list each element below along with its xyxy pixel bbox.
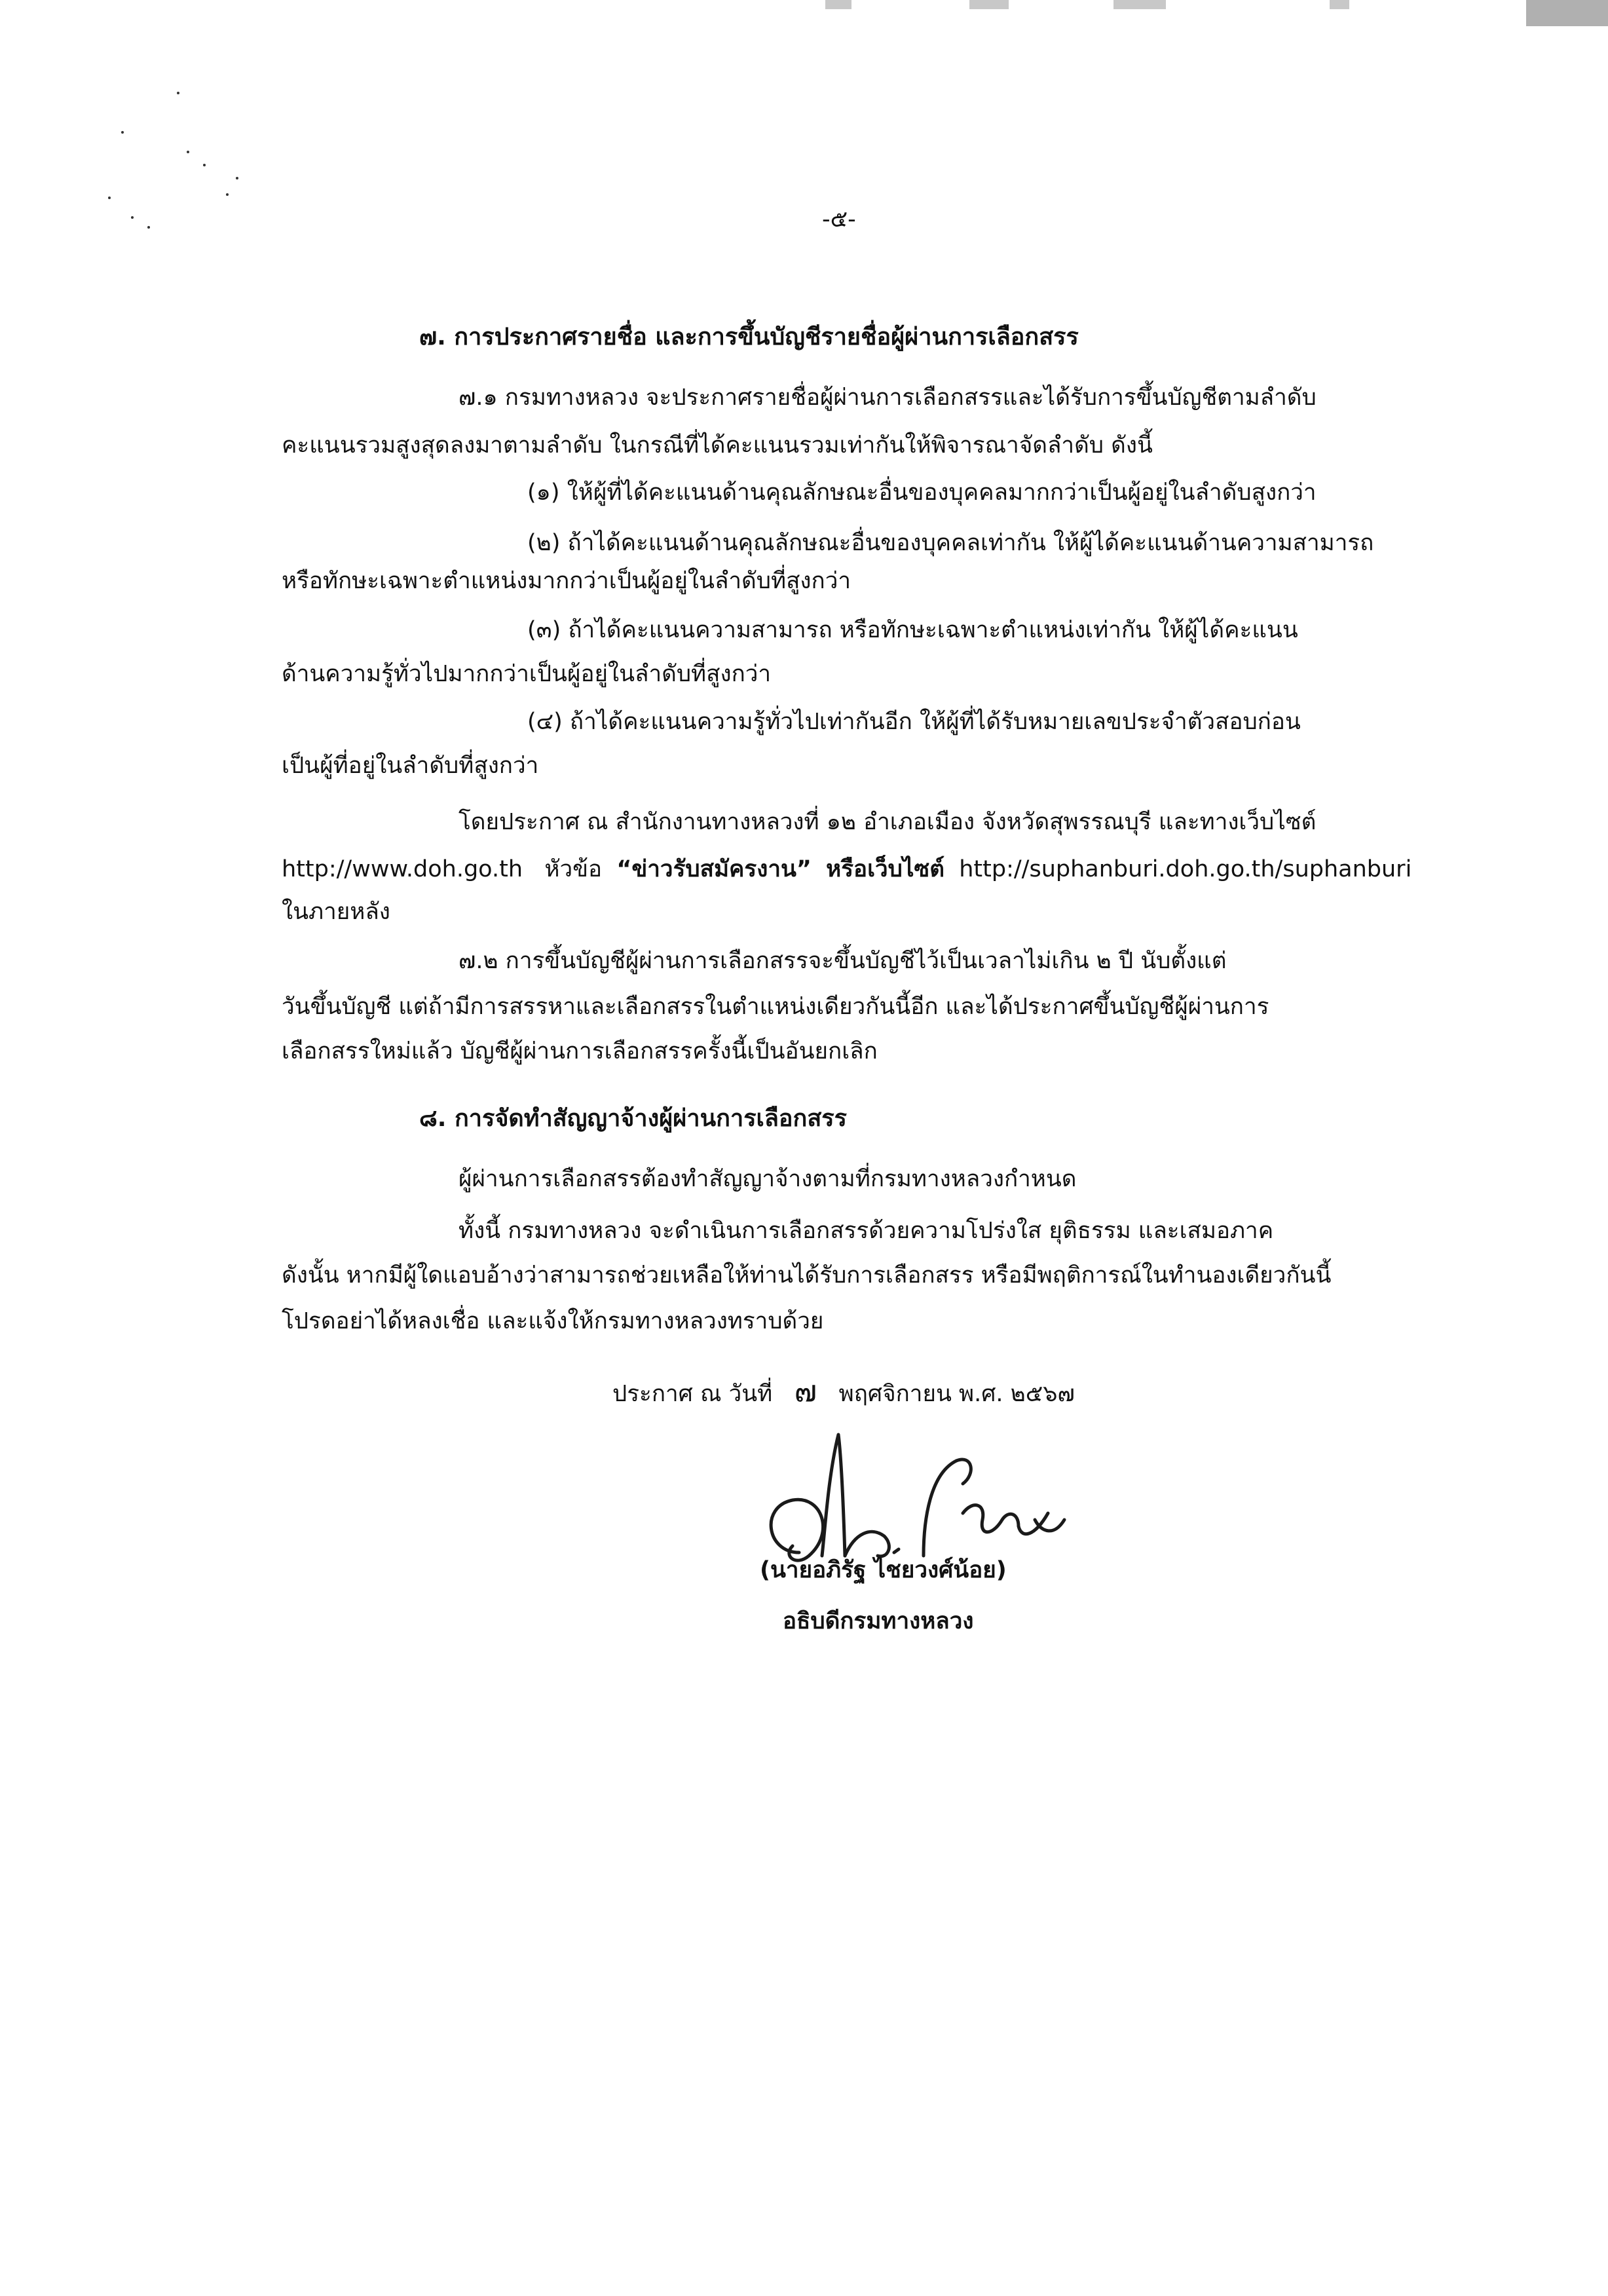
scan-speck xyxy=(108,197,111,199)
scan-speck xyxy=(203,164,206,166)
section-8-heading: ๘. การจัดทำสัญญาจ้างผู้ผ่านการเลือกสรร xyxy=(419,1105,847,1132)
criteria-item-2-line-2: หรือทักษะเฉพาะตำแหน่งมากกว่าเป็นผู้อยู่ในลำดับที่สูงกว่า xyxy=(282,568,851,594)
paragraph-7-2-line-3: เลือกสรรใหม่แล้ว บัญชีผู้ผ่านการเลือกสรรครั้งนี้เป็นอันยกเลิก xyxy=(282,1038,878,1064)
criteria-item-4-line-1: (๔) ถ้าได้คะแนนความรู้ทั่วไปเท่ากันอีก ให้ผู้ที่ได้รับหมายเลขประจำตัวสอบก่อน xyxy=(527,709,1301,735)
paragraph-7-2-line-1: ๗.๒ การขึ้นบัญชีผู้ผ่านการเลือกสรรจะขึ้นบัญชีไว้เป็นเวลาไม่เกิน ๒ ปี นับตั้งแต่ xyxy=(458,948,1227,974)
job-news-topic: “ข่าวรับสมัครงาน” xyxy=(616,856,812,882)
scan-speck xyxy=(147,226,150,229)
section-8-paragraph: ผู้ผ่านการเลือกสรรต้องทำสัญญาจ้างตามที่กรมทางหลวงกำหนด xyxy=(458,1166,1077,1192)
paragraph-7-1-line-2: คะแนนรวมสูงสุดลงมาตามลำดับ ในกรณีที่ได้คะแนนรวมเท่ากันให้พิจารณาจัดลำดับ ดังนี้ xyxy=(282,432,1153,459)
announcement-date xyxy=(612,1373,1075,1408)
criteria-item-1: (๑) ให้ผู้ที่ได้คะแนนด้านคุณลักษณะอื่นของบุคคลมากกว่าเป็นผู้อยู่ในลำดับสูงกว่า xyxy=(527,480,1317,506)
signatory-title: อธิบดีกรมทางหลวง xyxy=(783,1608,974,1634)
scan-artifact xyxy=(1526,0,1608,26)
criteria-item-3-line-1: (๓) ถ้าได้คะแนนความสามารถ หรือทักษะเฉพาะตำแหน่งเท่ากัน ให้ผู้ได้คะแนน xyxy=(527,617,1298,643)
scan-speck xyxy=(121,131,124,134)
page-number: -๕- xyxy=(822,206,856,233)
announcement-line-1: โดยประกาศ ณ สำนักงานทางหลวงที่ ๑๒ อำเภอเมือง จังหวัดสุพรรณบุรี และทางเว็บไซต์ xyxy=(458,809,1317,835)
criteria-item-2-line-1: (๒) ถ้าได้คะแนนด้านคุณลักษณะอื่นของบุคคลเท่ากัน ให้ผู้ได้คะแนนด้านความสามารถ xyxy=(527,530,1374,556)
paragraph-7-2-line-2: วันขึ้นบัญชี แต่ถ้ามีการสรรหาและเลือกสรรในตำแหน่งเดียวกันนี้อีก และได้ประกาศขึ้นบัญชีผู้ผ่านการ xyxy=(282,994,1269,1020)
announcement-line-3: ในภายหลัง xyxy=(282,899,390,925)
topic-label: หัวข้อ xyxy=(544,856,603,882)
criteria-item-4-line-2: เป็นผู้ที่อยู่ในลำดับที่สูงกว่า xyxy=(282,753,539,779)
scan-artifact xyxy=(969,0,1009,9)
scan-artifact xyxy=(825,0,851,9)
section-7-heading: ๗. การประกาศรายชื่อ และการขึ้นบัญชีรายชื่อผู้ผ่านการเลือกสรร xyxy=(419,324,1079,350)
scan-speck xyxy=(177,92,179,94)
scan-artifact xyxy=(1113,0,1166,9)
closing-line-2: ดังนั้น หากมีผู้ใดแอบอ้างว่าสามารถช่วยเหลือให้ท่านได้รับการเลือกสรร หรือมีพฤติการณ์ในทำนองเดียวกันนี้ xyxy=(282,1262,1332,1289)
doh-website-link[interactable]: http://www.doh.go.th xyxy=(282,856,523,882)
signatory-name: (นายอภิรัฐ ไชยวงศ์น้อย) xyxy=(760,1557,1007,1583)
closing-line-1: ทั้งนี้ กรมทางหลวง จะดำเนินการเลือกสรรด้วยความโปร่งใส ยุติธรรม และเสมอภาค xyxy=(458,1218,1274,1244)
paragraph-7-1-line-1: ๗.๑ กรมทางหลวง จะประกาศรายชื่อผู้ผ่านการเลือกสรรและได้รับการขึ้นบัญชีตามลำดับ xyxy=(458,385,1317,411)
criteria-item-3-line-2: ด้านความรู้ทั่วไปมากกว่าเป็นผู้อยู่ในลำดับที่สูงกว่า xyxy=(282,661,772,687)
scan-speck xyxy=(226,193,229,196)
scan-speck xyxy=(187,151,189,153)
or-website-label: หรือเว็บไซต์ xyxy=(826,856,944,882)
date-prefix: ประกาศ ณ วันที่ xyxy=(612,1381,773,1407)
suphanburi-website-link[interactable]: http://suphanburi.doh.go.th/suphanburi xyxy=(959,856,1412,882)
scan-speck xyxy=(131,216,134,219)
scan-speck xyxy=(236,177,238,179)
date-month-year: พฤศจิกายน พ.ศ. ๒๕๖๗ xyxy=(838,1381,1075,1407)
date-day: ๗ xyxy=(794,1373,817,1408)
closing-line-3: โปรดอย่าได้หลงเชื่อ และแจ้งให้กรมทางหลวงทราบด้วย xyxy=(282,1308,824,1334)
scan-artifact xyxy=(1330,0,1349,9)
announcement-line-2 xyxy=(282,858,1412,881)
